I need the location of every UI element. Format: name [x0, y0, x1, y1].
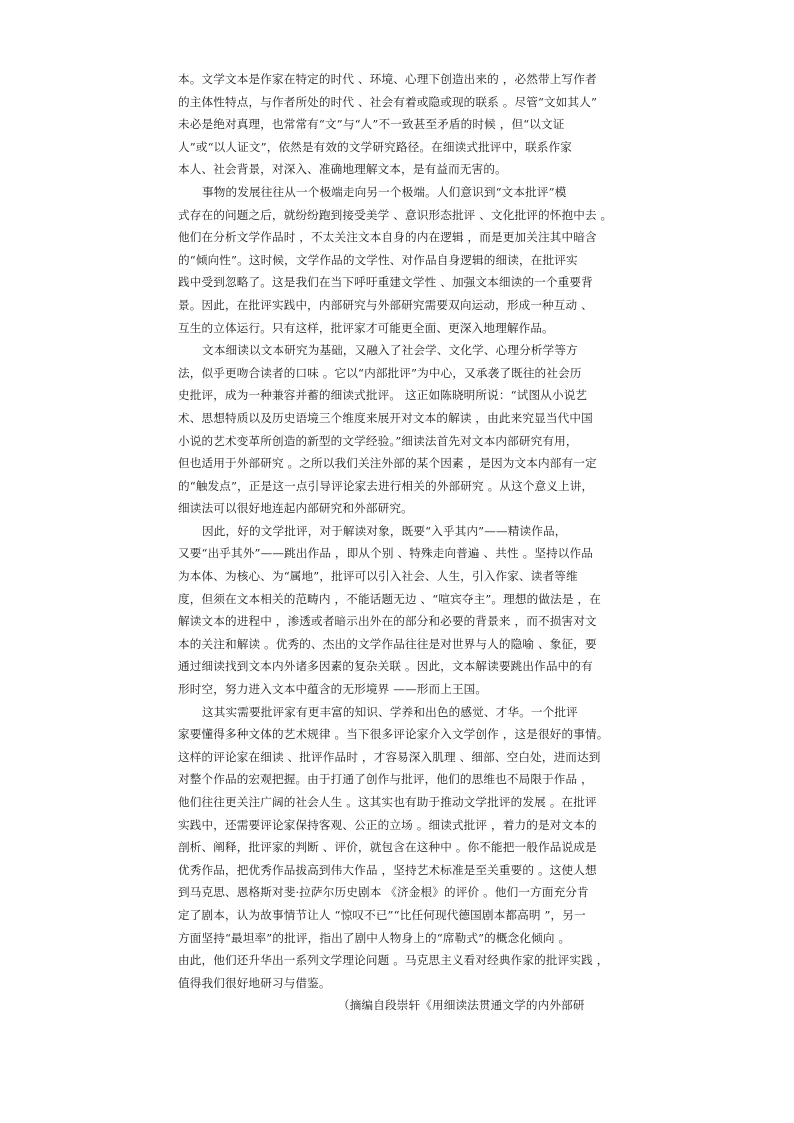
- text-line: 解读文本的进程中 ，渗透或者暗示出外在的部分和必要的背景来 ，而不损害对文: [178, 614, 597, 629]
- text-line: 景。因此，在批评实践中，内部研究与外部研究需要双向运动，形成一种互动 、: [178, 297, 593, 312]
- text-line: 他们在分析文学作品时 ，不太关注文本自身的内在逻辑 ，而是更加关注其中暗含: [178, 230, 597, 245]
- text-line: 为本体、为核心、为“属地”，批评可以引入社会、人生，引入作家、读者等维: [178, 569, 578, 584]
- text-line: 的“倾向性”。这时候，文学作品的文学性、对作品自身逻辑的细读，在批评实: [178, 252, 578, 267]
- text-line: 事物的发展往往从一个极端走向另一个极端。人们意识到“文本批评”模: [202, 184, 567, 199]
- text-line: 度，但须在文本相关的范畴内 ，不能话题无边 、“喧宾夺主”。理想的做法是 ，在: [178, 591, 601, 606]
- text-line: 这其实需要批评家有更丰富的知识、学养和出色的感觉、才华。一个批评: [202, 704, 578, 719]
- text-line: 到马克思、恩格斯对斐·拉萨尔历史剧本 《济金根》的评价 。他们一方面充分肯: [178, 885, 589, 900]
- text-line: 本人、社会背景，对深入、准确地理解文本，是有益而无害的。: [178, 162, 507, 177]
- text-line: 小说的艺术变革所创造的新型的文学经验。”细读法首先对文本内部研究有用，: [178, 433, 578, 448]
- article-body: [178, 68, 614, 1017]
- text-line: 方面坚持“最坦率”的批评，指出了剧中人物身上的“席勒式”的概念化倾向 。: [178, 930, 571, 945]
- text-line: 实践中，还需要评论家保持客观、公正的立场 。细读式批评 ，着力的是对文本的: [178, 817, 597, 832]
- text-line: 术、思想特质以及历史语境三个维度来展开对文本的解读 ，由此来究显当代中国: [178, 410, 593, 425]
- text-line: 因此，好的文学批评，对于解读对象，既要“入乎其内”——精读作品，: [202, 523, 567, 538]
- text-line: 定了剧本，认为故事情节让人 “惊叹不已”“比任何现代德国剧本都高明 ”，另一: [178, 907, 586, 922]
- text-line: 本的关注和解读 。优秀的、杰出的文学作品往往是对世界与人的隐喻 、象征，要: [178, 636, 597, 651]
- text-line: 文本细读以文本研究为基础，又融入了社会学、文化学、心理分析学等方: [202, 343, 578, 358]
- text-line: 式存在的问题之后，就纷纷跑到接受美学 、意识形态批评 、文化批评的怀抱中去 。: [178, 207, 613, 222]
- text-line: 对整个作品的宏观把握。由于打通了创作与批评，他们的思维也不局限于作品 ，: [178, 772, 593, 787]
- text-line: 未必是绝对真理，也常常有“文”与“人”不一致甚至矛盾的时候 ，但“以文证: [178, 117, 565, 132]
- text-line: 优秀作品，把优秀作品拔高到伟大作品 ，坚持艺术标准是至关重要的 。这使人想: [178, 862, 597, 877]
- text-line: 又要“出乎其外”——跳出作品 ，即从个别 、特殊走向普遍 、共性 。坚持以作品: [178, 546, 594, 561]
- text-line: 的“触发点”，正是这一点引导评论家去进行相关的外部研究 。从这个意义上讲，: [178, 478, 594, 493]
- source-citation: （摘编自段崇轩《用细读法贯通文学的内外部研: [338, 998, 585, 1013]
- text-line: 他们往往更关注广阔的社会人生 。这其实也有助于推动文学批评的发展 。在批评: [178, 795, 597, 809]
- text-line: 但也适用于外部研究 。之所以我们关注外部的某个因素 ，是因为文本内部有一定: [178, 456, 597, 471]
- text-line: 践中受到忽略了。这是我们在当下呼吁重建文学性 、加强文本细读的一个重要背: [178, 275, 593, 290]
- text-line: 互生的立体运行。只有这样，批评家才可能更全面、更深入地理解作品。: [178, 320, 554, 335]
- text-line: 通过细读找到文本内外诸多因素的复杂关联 。因此，文本解读要跳出作品中的有: [178, 659, 593, 674]
- text-line: 由此，他们还升华出一系列文学理论问题 。马克思主义看对经典作家的批评实践 ，: [178, 953, 609, 968]
- text-line: 值得我们很好地研习与借鉴。: [178, 975, 331, 990]
- text-line: 剖析、阐释，批评家的判断 、评价，就包含在这种中 。你不能把一般作品说成是: [178, 840, 597, 855]
- text-line: 家要懂得多种文体的艺术规律 。当下很多评论家介入文学创作 ，这是很好的事情。: [178, 727, 609, 742]
- text-line: 形时空，努力进入文本中蕴含的无形境界 ——形而上王国。: [178, 682, 488, 697]
- text-line: 本。文学文本是作家在特定的时代 、环境、心理下创造出来的 ，必然带上写作者: [178, 72, 597, 86]
- text-line: 细读法可以很好地连起内部研究和外部研究。: [178, 501, 413, 516]
- text-line: 人”或“以人证文”，依然是有效的文学研究路径。在细读式批评中，联系作家: [178, 139, 573, 154]
- text-line: 法，似乎更吻合读者的口味 。它以“内部批评”为中心，又承袭了既往的社会历: [178, 365, 582, 380]
- text-line: 的主体性特点，与作者所处的时代 、社会有着或隐或现的联系 。尽管“文如其人”: [178, 94, 598, 109]
- text-line: 这样的评论家在细读 、批评作品时 ，才容易深入肌理 、细部、空白处，进而达到: [178, 749, 601, 764]
- text-line: 史批评，成为一种兼容并蓄的细读式批评。 这正如陈晓明所说：“试图从小说艺: [178, 388, 588, 403]
